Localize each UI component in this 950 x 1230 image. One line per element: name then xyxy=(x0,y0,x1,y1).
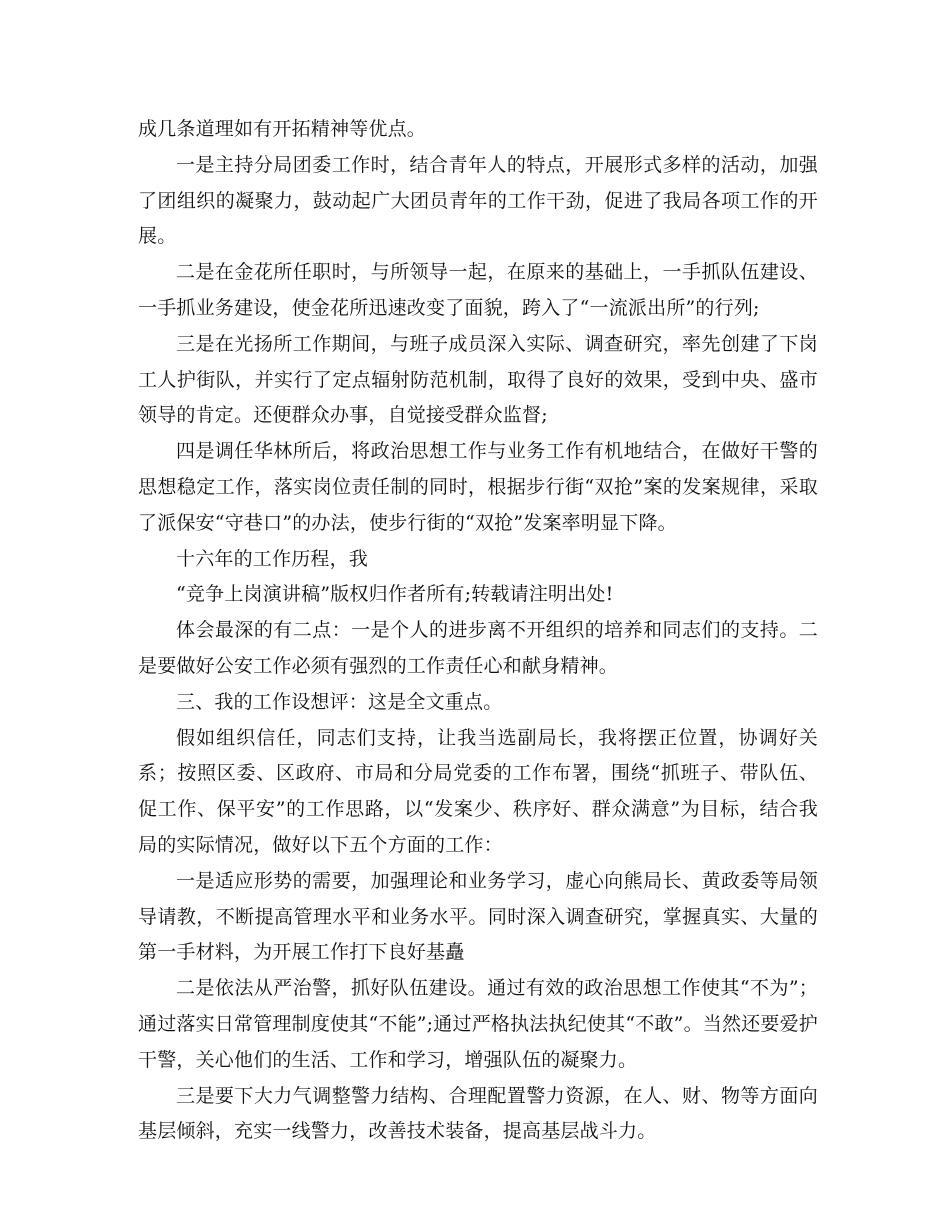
paragraph-1: 一是主持分局团委工作时，结合青年人的特点，开展形式多样的活动，加强了团组织的凝聚力，鼓动起广大团员青年的工作干劲，促进了我局各项工作的开展。 xyxy=(138,153,818,248)
paragraph-12: 三是要下大力气调整警力结构、合理配置警力资源，在人、财、物等方面向基层倾斜，充实一线警力，改善技术装备，提高基层战斗力。 xyxy=(138,1084,818,1143)
copyright-notice: “竞争上岗演讲稿”版权归作者所有;转载请注明出处! xyxy=(176,583,614,606)
paragraph-9: 假如组织信任，同志们支持，让我当选副局长，我将摆正位置，协调好关系；按照区委、区政府、市局和分局党委的工作布署，围绕“抓班子、带队伍、促工作、保平安”的工作思路，以“发案少、秩序好、群众满意”为目标，结合我局的实际情况，做好以下五个方面的工作： xyxy=(138,726,818,856)
paragraph-11: 二是依法从严治警，抓好队伍建设。通过有效的政治思想工作使其“不为”；通过落实日常管理制度使其“不能”;通过严格执法执纪使其“不敢”。当然还要爱护干警，关心他们的生活、工作和学习，增强队伍的凝聚力。 xyxy=(138,977,818,1071)
document-body xyxy=(138,112,818,1150)
paragraph-5: 十六年的工作历程，我 xyxy=(176,547,369,570)
paragraph-10: 一是适应形势的需要，加强理论和业务学习，虚心向熊局长、黄政委等局领导请教，不断提高管理水平和业务水平。同时深入调查研究，掌握真实、大量的第一手材料，为开展工作打下良好基矗 xyxy=(138,869,818,964)
paragraph-2: 二是在金花所任职时，与所领导一起，在原来的基础上，一手抓队伍建设、一手抓业务建设，使金花所迅速改变了面貌，跨入了“一流派出所”的行列; xyxy=(138,261,818,319)
section-heading: 三、我的工作设想评：这是全文重点。 xyxy=(176,690,503,713)
paragraph-3: 三是在光扬所工作期间，与班子成员深入实际、调查研究，率先创建了下岗工人护街队，并实行了定点辐射防范机制，取得了良好的效果，受到中央、盛市领导的肯定。还便群众办事，自觉接受群众监督; xyxy=(138,332,818,427)
paragraph-7: 体会最深的有二点：一是个人的进步离不开组织的培养和同志们的支持。二是要做好公安工作必须有强烈的工作责任心和献身精神。 xyxy=(138,619,818,677)
paragraph-continuation: 成几条道理如有开拓精神等优点。 xyxy=(138,118,427,140)
paragraph-4: 四是调任华林所后，将政治思想工作与业务工作有机地结合，在做好干警的思想稳定工作，落实岗位责任制的同时，根据步行街“双抢”案的发案规律，采取了派保安“守巷口”的办法，使步行街的“双抢”发案率明显下降。 xyxy=(138,440,818,534)
